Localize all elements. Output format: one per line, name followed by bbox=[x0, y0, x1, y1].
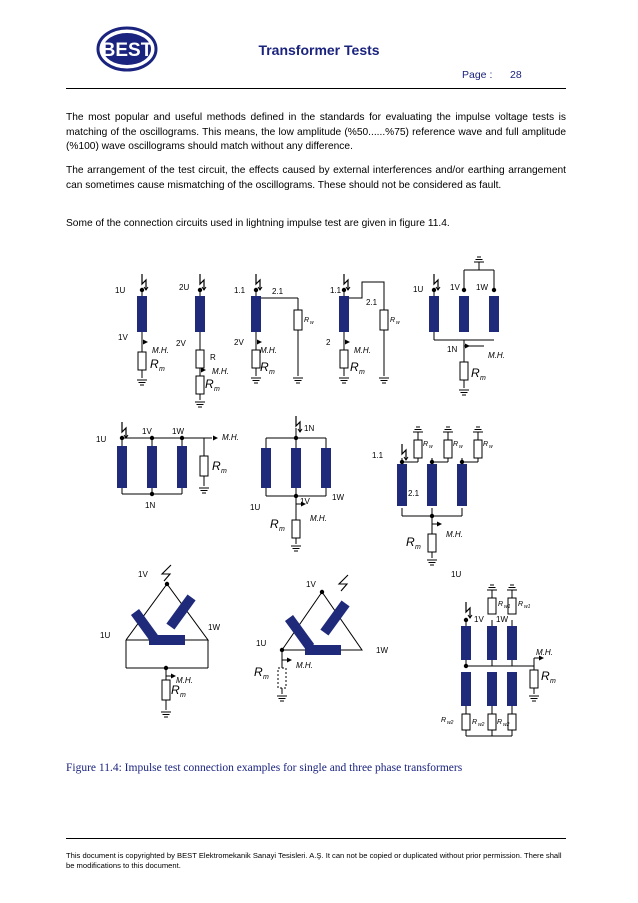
d6-1w: 1W bbox=[172, 427, 184, 436]
d2-2v: 2V bbox=[176, 339, 186, 348]
d3-rw: R bbox=[304, 317, 310, 324]
footer-rule bbox=[66, 838, 566, 839]
d6-1v: 1V bbox=[142, 427, 152, 436]
d2-mh: M.H. bbox=[212, 367, 229, 376]
paragraph-2: The arrangement of the test circuit, the effects caused by external interferences and/or earthing arrangement can sometimes cause mismatching of the oscillograms. These should not be considered as fault. bbox=[66, 165, 566, 191]
d5-1v: 1V bbox=[450, 283, 460, 292]
d5-1u: 1U bbox=[413, 285, 424, 294]
d9-1u: 1U bbox=[100, 631, 111, 640]
d2-2u: 2U bbox=[179, 283, 190, 292]
d5-1w: 1W bbox=[476, 283, 488, 292]
d11-rw1-b: R bbox=[518, 601, 524, 608]
d1-mh: M.H. bbox=[152, 346, 169, 355]
d1-1v: 1V bbox=[118, 333, 128, 342]
d11-rw2-a: R bbox=[441, 717, 447, 724]
d9-1w: 1W bbox=[208, 623, 220, 632]
d3-rw-sub: w bbox=[310, 320, 314, 326]
d10-1u: 1U bbox=[256, 639, 267, 648]
paragraph-1: The most popular and useful methods defined in the standards for evaluating the impulse voltage tests is matching of the oscillograms. This means, the low amplitude (%50......%75) reference wave and full amplitude (%100) wave oscillograms should match without any difference. bbox=[66, 112, 566, 152]
d11-rw2-c-sub: w2 bbox=[503, 722, 510, 728]
d11-1w: 1W bbox=[496, 615, 508, 624]
footer-copyright: This document is copyrighted by BEST Elektromekanik Sanayi Tesisleri. A.Ş. It can not be copied or duplicated without prior permission. There shall be modifications to this document. bbox=[66, 851, 562, 870]
d2-rm: R bbox=[205, 377, 214, 391]
d9-rm: R bbox=[171, 683, 180, 697]
d3-rm-sub: m bbox=[269, 369, 275, 376]
d2-r: R bbox=[210, 353, 216, 362]
d6-rm: R bbox=[212, 459, 221, 473]
d11-mh: M.H. bbox=[536, 648, 553, 657]
d7-1v: 1V bbox=[300, 497, 310, 506]
d9-1v: 1V bbox=[138, 570, 148, 579]
d11-rw2-a-sub: w2 bbox=[447, 720, 454, 726]
page-label: Page : bbox=[462, 69, 493, 81]
d10-mh: M.H. bbox=[296, 661, 313, 670]
d11-rw1-b-sub: w1 bbox=[524, 604, 531, 610]
logo-text: BEST bbox=[101, 40, 153, 61]
d6-rm-sub: m bbox=[221, 468, 227, 475]
d4-rw: R bbox=[390, 317, 396, 324]
d5-rm-sub: m bbox=[480, 375, 486, 382]
d8-rw-c-sub: w bbox=[489, 444, 493, 450]
d6-1u: 1U bbox=[96, 435, 107, 444]
d7-rm: R bbox=[270, 517, 279, 531]
d10-rm: R bbox=[254, 665, 263, 679]
d8-mh: M.H. bbox=[446, 530, 463, 539]
d4-rw-sub: w bbox=[396, 320, 400, 326]
d11-rm-sub: m bbox=[550, 678, 556, 685]
d11-rm: R bbox=[541, 669, 550, 683]
d8-rm-sub: m bbox=[415, 544, 421, 551]
d2-rm-sub: m bbox=[214, 386, 220, 393]
d11-rw2-b: R bbox=[472, 719, 478, 726]
d9-mh: M.H. bbox=[176, 676, 193, 685]
d4-21: 2.1 bbox=[366, 298, 378, 307]
d8-rw-a: R bbox=[423, 441, 429, 448]
d6-1n: 1N bbox=[145, 501, 156, 510]
d11-rw1-a: R bbox=[498, 601, 504, 608]
d10-1w: 1W bbox=[376, 646, 388, 655]
d5-mh: M.H. bbox=[488, 351, 505, 360]
d7-1u: 1U bbox=[250, 503, 261, 512]
d5-1n: 1N bbox=[447, 345, 458, 354]
d11-rw2-c: R bbox=[497, 719, 503, 726]
d8-rw-a-sub: w bbox=[429, 444, 433, 450]
d3-rm: R bbox=[260, 360, 269, 374]
page-number: 28 bbox=[510, 69, 522, 81]
d8-rw-b-sub: w bbox=[459, 444, 463, 450]
d7-rm-sub: m bbox=[279, 526, 285, 533]
d7-mh: M.H. bbox=[310, 514, 327, 523]
d8-rw-c: R bbox=[483, 441, 489, 448]
figure-caption: Figure 11.4: Impulse test connection examples for single and three phase transformers bbox=[66, 762, 463, 774]
d11-rw2-b-sub: w2 bbox=[478, 722, 485, 728]
d4-11: 1.1 bbox=[330, 286, 342, 295]
d10-1v: 1V bbox=[306, 580, 316, 589]
d4-rm-sub: m bbox=[359, 369, 365, 376]
d11-1u: 1U bbox=[451, 570, 462, 579]
d3-21: 2.1 bbox=[272, 287, 284, 296]
d4-2: 2 bbox=[326, 338, 331, 347]
d6-mh: M.H. bbox=[222, 433, 239, 442]
d10-rm-sub: m bbox=[263, 674, 269, 681]
d8-2i: 2.1 bbox=[408, 489, 420, 498]
d11-rw1-a-sub: w1 bbox=[504, 604, 511, 610]
d7-1n: 1N bbox=[304, 424, 315, 433]
d1-rm-sub: m bbox=[159, 366, 165, 373]
d3-2v: 2V bbox=[234, 338, 244, 347]
d1-rm: R bbox=[150, 357, 159, 371]
d8-11: 1.1 bbox=[372, 451, 384, 460]
page-title: Transformer Tests bbox=[258, 42, 380, 58]
d9-rm-sub: m bbox=[180, 692, 186, 699]
d11-1v: 1V bbox=[474, 615, 484, 624]
d5-rm: R bbox=[471, 366, 480, 380]
d3-11: 1.1 bbox=[234, 286, 246, 295]
d4-mh: M.H. bbox=[354, 346, 371, 355]
d8-rw-b: R bbox=[453, 441, 459, 448]
d1-1u: 1U bbox=[115, 286, 126, 295]
d8-rm: R bbox=[406, 535, 415, 549]
paragraph-3: Some of the connection circuits used in lightning impulse test are given in figure 11.4. bbox=[66, 218, 450, 229]
d7-1w: 1W bbox=[332, 493, 344, 502]
d4-rm: R bbox=[350, 360, 359, 374]
d3-mh: M.H. bbox=[260, 346, 277, 355]
